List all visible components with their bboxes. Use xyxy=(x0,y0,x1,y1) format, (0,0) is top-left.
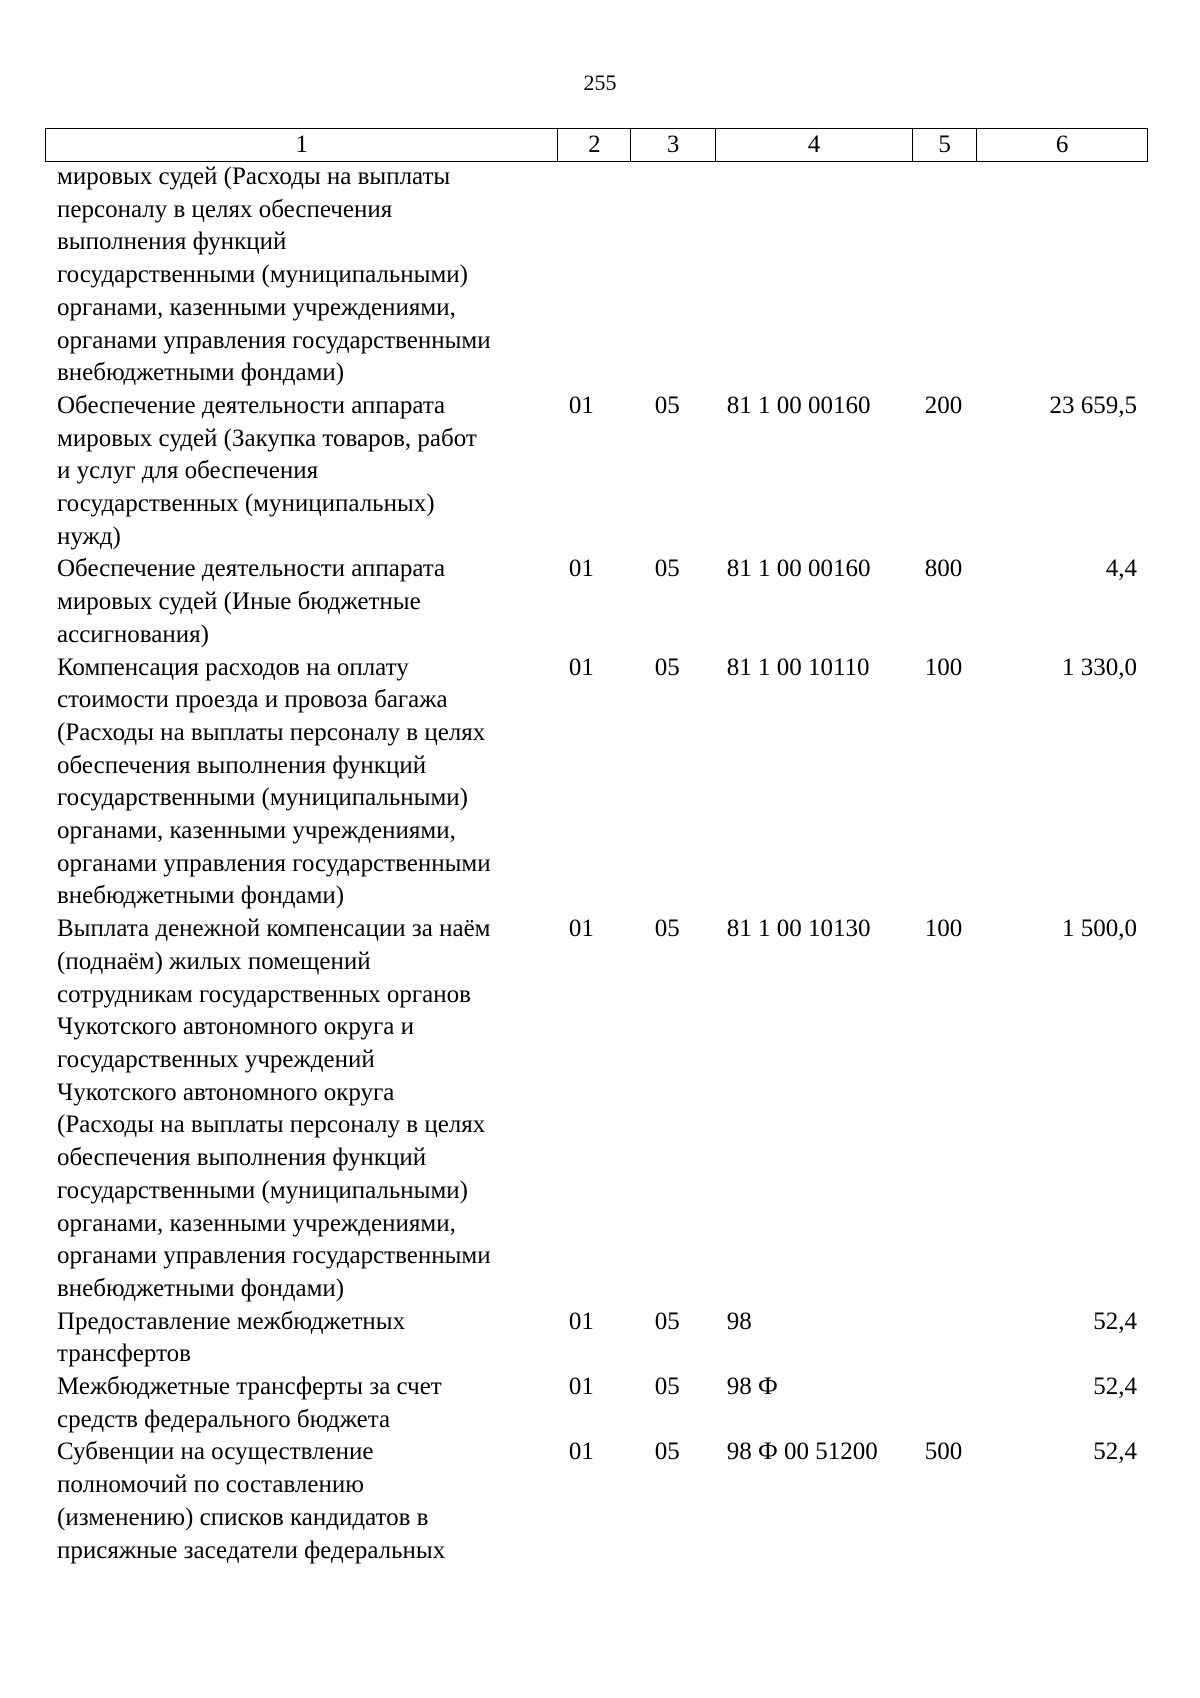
description-line: государственными (муниципальными) xyxy=(57,784,468,812)
amount: 52,4 xyxy=(1093,1307,1137,1335)
expense-type-code: 500 xyxy=(924,1438,963,1466)
table-row xyxy=(45,161,1148,390)
description-line: присяжные заседатели федеральных xyxy=(57,1536,446,1564)
row-description xyxy=(45,1306,558,1371)
description-line: средств федерального бюджета xyxy=(57,1405,391,1433)
target-article-code xyxy=(716,161,913,390)
subsection-code: 05 xyxy=(654,1438,680,1466)
subsection-code: 05 xyxy=(654,555,680,583)
row-description xyxy=(45,553,558,651)
column-header-3: 3 xyxy=(631,129,716,162)
amount: 23 659,5 xyxy=(1049,391,1137,419)
expense-type-code: 800 xyxy=(924,555,963,583)
description-line: внебюджетными фондами) xyxy=(57,882,345,910)
expense-type-code xyxy=(913,1371,977,1436)
description-line: государственных (муниципальных) xyxy=(57,490,435,518)
description-line: органами, казенными учреждениями, xyxy=(57,1209,456,1237)
subsection-code: 05 xyxy=(654,391,680,419)
description-line: Чукотского автономного округа и xyxy=(57,1013,415,1041)
description-line: трансфертов xyxy=(57,1340,191,1368)
section-code xyxy=(558,161,631,390)
subsection-code: 05 xyxy=(654,1373,680,1401)
target-article-code: 81 1 00 00160 xyxy=(726,391,871,419)
amount: 4,4 xyxy=(1105,555,1137,583)
description-line: (Расходы на выплаты персоналу в целях xyxy=(57,1111,486,1139)
description-line: органами управления государственными xyxy=(57,849,491,877)
section-code: 01 xyxy=(568,1438,594,1466)
description-line: и услуг для обеспечения xyxy=(57,457,319,485)
amount: 52,4 xyxy=(1093,1438,1137,1466)
description-line: государственными (муниципальными) xyxy=(57,261,468,289)
description-line: обеспечения выполнения функций xyxy=(57,1144,427,1172)
subsection-code: 05 xyxy=(654,915,680,943)
section-code: 01 xyxy=(568,653,594,681)
description-line: нужд) xyxy=(57,522,121,550)
description-line: государственных учреждений xyxy=(57,1045,375,1073)
description-line: Межбюджетные трансферты за счет xyxy=(57,1373,442,1401)
amount: 1 500,0 xyxy=(1062,915,1137,943)
row-description xyxy=(45,390,558,554)
description-line: выполнения функций xyxy=(57,228,287,256)
target-article-code: 98 xyxy=(726,1307,752,1335)
table-row xyxy=(45,913,1148,1305)
row-description xyxy=(45,1436,558,1567)
section-code: 01 xyxy=(568,1307,594,1335)
column-header-6: 6 xyxy=(977,129,1148,162)
table-row xyxy=(45,1371,1148,1436)
subsection-code xyxy=(631,161,716,390)
description-line: Обеспечение деятельности аппарата xyxy=(57,391,446,419)
description-line: персоналу в целях обеспечения xyxy=(57,195,393,223)
description-line: мировых судей (Расходы на выплаты xyxy=(57,163,451,190)
description-line: Обеспечение деятельности аппарата xyxy=(57,555,446,583)
expense-type-code xyxy=(913,161,977,390)
target-article-code: 81 1 00 10130 xyxy=(726,915,871,943)
subsection-code: 05 xyxy=(654,1307,680,1335)
table-header xyxy=(45,128,1148,162)
row-description xyxy=(45,913,558,1305)
description-line: полномочий по составлению xyxy=(57,1471,364,1499)
description-line: сотрудникам государственных органов xyxy=(57,980,471,1008)
description-line: Чукотского автономного округа xyxy=(57,1078,395,1106)
section-code: 01 xyxy=(568,915,594,943)
description-line: внебюджетными фондами) xyxy=(57,1274,345,1302)
target-article-code: 98 Ф 00 51200 xyxy=(726,1438,878,1466)
expense-type-code xyxy=(913,1306,977,1371)
table-row xyxy=(45,1436,1148,1567)
amount xyxy=(977,161,1148,390)
page-number: 255 xyxy=(583,70,617,95)
table-row xyxy=(45,1306,1148,1371)
description-line: Предоставление межбюджетных xyxy=(57,1307,406,1335)
description-line: (Расходы на выплаты персоналу в целях xyxy=(57,718,486,746)
row-description xyxy=(45,1371,558,1436)
description-line: органами, казенными учреждениями, xyxy=(57,293,456,321)
amount: 52,4 xyxy=(1093,1373,1137,1401)
table-row xyxy=(45,652,1148,914)
description-line: ассигнования) xyxy=(57,620,209,648)
row-description xyxy=(45,161,558,390)
expense-type-code: 100 xyxy=(924,653,963,681)
table-row xyxy=(45,390,1148,554)
description-line: (изменению) списков кандидатов в xyxy=(57,1503,429,1531)
expense-type-code: 200 xyxy=(924,391,963,419)
description-line: органами управления государственными xyxy=(57,1242,491,1270)
table-row xyxy=(45,553,1148,651)
column-header-5: 5 xyxy=(912,129,976,162)
description-line: внебюджетными фондами) xyxy=(57,359,345,387)
section-code: 01 xyxy=(568,555,594,583)
column-header-4: 4 xyxy=(716,129,913,162)
description-line: мировых судей (Иные бюджетные xyxy=(57,588,421,616)
section-code: 01 xyxy=(568,391,594,419)
target-article-code: 98 Ф xyxy=(726,1373,778,1401)
description-line: Субвенции на осуществление xyxy=(57,1438,374,1466)
column-header-2: 2 xyxy=(558,129,631,162)
expense-type-code: 100 xyxy=(924,915,963,943)
description-line: государственными (муниципальными) xyxy=(57,1176,468,1204)
description-line: обеспечения выполнения функций xyxy=(57,751,427,779)
table-body xyxy=(45,161,1148,1567)
column-header-1: 1 xyxy=(46,129,558,162)
description-line: мировых судей (Закупка товаров, работ xyxy=(57,424,477,452)
subsection-code: 05 xyxy=(654,653,680,681)
description-line: Компенсация расходов на оплату xyxy=(57,653,409,681)
section-code: 01 xyxy=(568,1373,594,1401)
description-line: органами управления государственными xyxy=(57,326,491,354)
target-article-code: 81 1 00 00160 xyxy=(726,555,871,583)
row-description xyxy=(45,652,558,914)
column-number-row xyxy=(46,129,1148,162)
description-line: Выплата денежной компенсации за наём xyxy=(57,915,491,943)
amount: 1 330,0 xyxy=(1062,653,1137,681)
description-line: (поднаём) жилых помещений xyxy=(57,947,371,975)
description-line: органами, казенными учреждениями, xyxy=(57,817,456,845)
budget-table xyxy=(45,161,1148,1567)
description-line: стоимости проезда и провоза багажа xyxy=(57,686,448,714)
target-article-code: 81 1 00 10110 xyxy=(726,653,870,681)
